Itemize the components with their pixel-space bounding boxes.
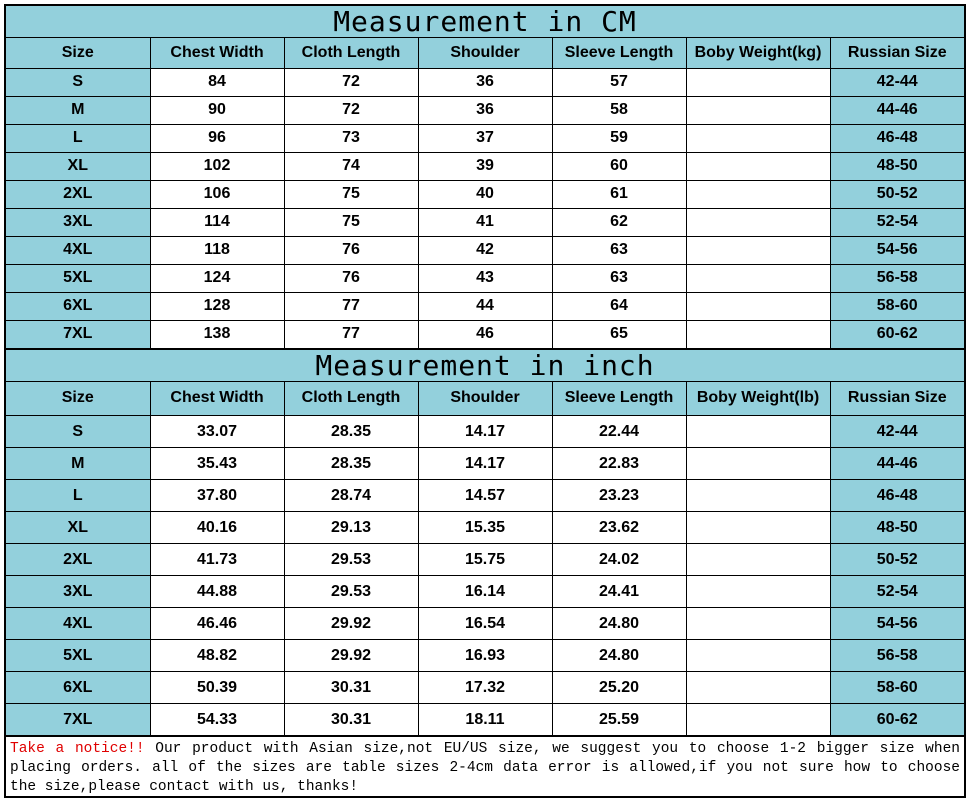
size-cell: M [6,96,150,124]
table-cell: 96 [150,124,284,152]
table-cell [686,672,830,704]
column-header: Russian Size [830,382,964,416]
size-cell: 5XL [6,640,150,672]
table-cell: 30.31 [284,704,418,736]
size-cell: 4XL [6,608,150,640]
table-cell: 77 [284,292,418,320]
size-cell: S [6,416,150,448]
russian-size-cell: 56-58 [830,264,964,292]
table-cell: 73 [284,124,418,152]
table-cell: 24.80 [552,640,686,672]
russian-size-cell: 58-60 [830,672,964,704]
table-cell: 14.57 [418,480,552,512]
table-cell: 54.33 [150,704,284,736]
table-row [6,704,964,736]
table-cell: 23.23 [552,480,686,512]
table-cell: 36 [418,68,552,96]
table-cell: 33.07 [150,416,284,448]
table-cell: 76 [284,264,418,292]
table-row [6,672,964,704]
russian-size-cell: 52-54 [830,576,964,608]
size-cell: 3XL [6,208,150,236]
table-row [6,96,964,124]
russian-size-cell: 58-60 [830,292,964,320]
table-cell: 44 [418,292,552,320]
table-cell: 37.80 [150,480,284,512]
table-row [6,512,964,544]
table-cell [686,292,830,320]
table-cell: 72 [284,96,418,124]
table-cell: 72 [284,68,418,96]
table-cell: 15.75 [418,544,552,576]
table-cell: 29.92 [284,608,418,640]
size-cell: 3XL [6,576,150,608]
table-cell: 44.88 [150,576,284,608]
column-header: Cloth Length [284,382,418,416]
table-cell: 138 [150,320,284,348]
size-cell: 6XL [6,672,150,704]
size-cell: M [6,448,150,480]
table-cell: 48.82 [150,640,284,672]
table-cell: 16.54 [418,608,552,640]
russian-size-cell: 46-48 [830,124,964,152]
table-cell [686,576,830,608]
table-row [6,124,964,152]
notice-highlight: Take a notice!! [10,741,145,757]
table-row [6,152,964,180]
table-cell: 37 [418,124,552,152]
russian-size-cell: 50-52 [830,544,964,576]
column-header: Sleeve Length [552,38,686,68]
size-cell: 5XL [6,264,150,292]
column-header: Cloth Length [284,38,418,68]
russian-size-cell: 42-44 [830,68,964,96]
table-cell: 57 [552,68,686,96]
size-cell: L [6,124,150,152]
size-cell: XL [6,512,150,544]
table-cell: 24.41 [552,576,686,608]
inch-size-table [6,382,964,737]
table-row [6,208,964,236]
table-cell: 29.53 [284,544,418,576]
table-cell: 77 [284,320,418,348]
size-chart [4,4,966,798]
table-cell: 29.53 [284,576,418,608]
russian-size-cell: 56-58 [830,640,964,672]
table-row [6,448,964,480]
russian-size-cell: 42-44 [830,416,964,448]
size-cell: 7XL [6,320,150,348]
table-header-row [6,38,964,68]
russian-size-cell: 46-48 [830,480,964,512]
size-cell: 7XL [6,704,150,736]
table-cell: 15.35 [418,512,552,544]
size-cell: XL [6,152,150,180]
table-cell: 43 [418,264,552,292]
table-cell: 28.35 [284,416,418,448]
russian-size-cell: 54-56 [830,608,964,640]
russian-size-cell: 44-46 [830,96,964,124]
column-header: Size [6,38,150,68]
table-cell: 29.92 [284,640,418,672]
table-cell: 39 [418,152,552,180]
table-row [6,320,964,348]
table-cell [686,480,830,512]
size-cell: 4XL [6,236,150,264]
size-cell: S [6,68,150,96]
notice-text: Our product with Asian size,not EU/US size, we suggest you to choose 1-2 bigger size when placing orders. all of the sizes are table sizes 2-4cm data error is allowed,if you not sure how to choose the size,please contact with us, thanks! [10,741,960,795]
russian-size-cell: 50-52 [830,180,964,208]
table-cell [686,208,830,236]
table-row [6,416,964,448]
table-cell: 36 [418,96,552,124]
russian-size-cell: 48-50 [830,152,964,180]
table-row [6,608,964,640]
table-cell: 30.31 [284,672,418,704]
table-cell: 128 [150,292,284,320]
column-header: Shoulder [418,382,552,416]
russian-size-cell: 54-56 [830,236,964,264]
table-cell [686,236,830,264]
table-cell [686,448,830,480]
table-row [6,292,964,320]
column-header: Chest Width [150,382,284,416]
table-cell: 40.16 [150,512,284,544]
table-cell: 40 [418,180,552,208]
column-header: Shoulder [418,38,552,68]
table-cell: 114 [150,208,284,236]
table-cell [686,68,830,96]
table-cell: 63 [552,264,686,292]
table-cell: 75 [284,208,418,236]
table-cell [686,544,830,576]
table-row [6,264,964,292]
column-header: Russian Size [830,38,964,68]
inch-section-title: Measurement in inch [6,349,964,382]
table-cell: 90 [150,96,284,124]
table-cell: 84 [150,68,284,96]
table-cell: 76 [284,236,418,264]
table-cell: 14.17 [418,416,552,448]
table-cell: 65 [552,320,686,348]
table-cell: 17.32 [418,672,552,704]
column-header: Sleeve Length [552,382,686,416]
table-cell [686,640,830,672]
column-header: Boby Weight(lb) [686,382,830,416]
table-cell [686,704,830,736]
table-cell: 46.46 [150,608,284,640]
table-row [6,640,964,672]
table-cell [686,320,830,348]
table-cell: 24.02 [552,544,686,576]
table-row [6,480,964,512]
size-cell: 2XL [6,180,150,208]
russian-size-cell: 60-62 [830,704,964,736]
table-row [6,544,964,576]
table-cell: 58 [552,96,686,124]
table-cell: 16.93 [418,640,552,672]
table-cell: 102 [150,152,284,180]
table-cell: 22.44 [552,416,686,448]
table-cell: 22.83 [552,448,686,480]
cm-size-table [6,38,964,349]
russian-size-cell: 44-46 [830,448,964,480]
table-cell [686,264,830,292]
table-cell: 18.11 [418,704,552,736]
table-cell [686,416,830,448]
table-cell [686,180,830,208]
table-cell [686,124,830,152]
size-cell: 6XL [6,292,150,320]
table-cell: 106 [150,180,284,208]
table-cell: 41.73 [150,544,284,576]
table-cell: 25.20 [552,672,686,704]
table-cell: 63 [552,236,686,264]
table-cell: 23.62 [552,512,686,544]
table-cell: 75 [284,180,418,208]
table-header-row [6,382,964,416]
table-cell: 64 [552,292,686,320]
table-cell: 59 [552,124,686,152]
size-cell: 2XL [6,544,150,576]
table-cell: 28.35 [284,448,418,480]
table-row [6,236,964,264]
table-row [6,576,964,608]
russian-size-cell: 52-54 [830,208,964,236]
table-cell [686,512,830,544]
table-cell [686,152,830,180]
table-cell: 35.43 [150,448,284,480]
table-cell: 25.59 [552,704,686,736]
russian-size-cell: 60-62 [830,320,964,348]
table-cell: 29.13 [284,512,418,544]
table-cell: 28.74 [284,480,418,512]
table-row [6,180,964,208]
cm-section-title: Measurement in CM [6,6,964,38]
table-cell [686,96,830,124]
table-cell: 24.80 [552,608,686,640]
table-cell: 14.17 [418,448,552,480]
table-cell: 50.39 [150,672,284,704]
size-notice [6,736,964,797]
table-cell: 118 [150,236,284,264]
column-header: Chest Width [150,38,284,68]
size-cell: L [6,480,150,512]
russian-size-cell: 48-50 [830,512,964,544]
table-cell: 62 [552,208,686,236]
table-cell: 16.14 [418,576,552,608]
column-header: Boby Weight(kg) [686,38,830,68]
table-cell: 41 [418,208,552,236]
column-header: Size [6,382,150,416]
table-cell: 60 [552,152,686,180]
table-cell: 74 [284,152,418,180]
table-cell: 46 [418,320,552,348]
table-row [6,68,964,96]
table-cell: 61 [552,180,686,208]
table-cell: 42 [418,236,552,264]
table-cell [686,608,830,640]
table-cell: 124 [150,264,284,292]
